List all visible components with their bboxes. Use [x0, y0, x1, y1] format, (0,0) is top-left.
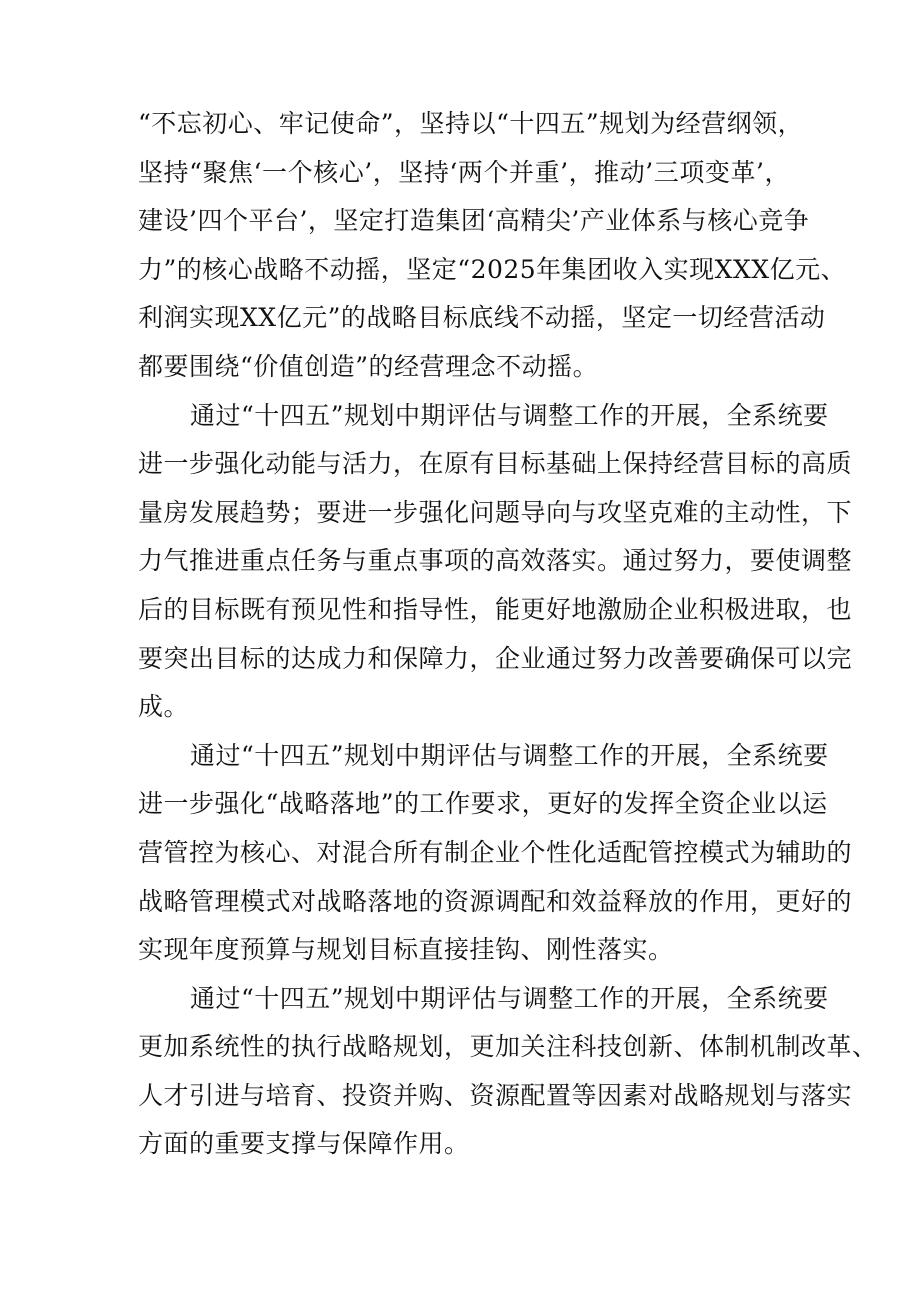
text-line: 营管控为核心、对混合所有制企业个性化适配管控模式为辅助的 — [138, 837, 853, 867]
text-line: 成。 — [138, 692, 190, 722]
text-line: 坚持“聚焦‘一个核心’，坚持‘两个并重’，推动’三项变革’， — [138, 157, 790, 187]
text-line: 后的目标既有预见性和指导性，能更好地激励企业积极进取，也 — [138, 594, 853, 624]
paragraph-3 — [138, 732, 853, 975]
text-line: 进一步强化“战略落地”的工作要求，更好的发挥全资企业以运 — [138, 789, 828, 819]
text-line: 实现年度预算与规划目标直接挂钩、刚性落实。 — [138, 935, 674, 965]
document-body — [138, 100, 878, 1169]
text-line: 更加系统性的执行战略规划，更加关注科技创新、体制机制改革、 — [138, 1032, 878, 1062]
text-line: 进一步强化动能与活力，在原有目标基础上保持经营目标的高质 — [138, 449, 853, 479]
paragraph-2 — [138, 392, 853, 732]
text-line: 量房发展趋势；要进一步强化问题导向与攻坚克难的主动性，下 — [138, 497, 853, 527]
text-line: 方面的重要支撑与保障作用。 — [138, 1129, 470, 1159]
text-line: 力气推进重点任务与重点事项的高效落实。通过努力，要使调整 — [138, 546, 853, 576]
paragraph-1 — [138, 100, 847, 392]
text-line: 利润实现XX亿元”的战略目标底线不动摇，坚定一切经营活动 — [138, 303, 826, 333]
text-line: “不忘初心、牢记使命”，坚持以“十四五”规划为经营纲领， — [138, 109, 804, 138]
text-line: 建设’四个平台’，坚定打造集团‘高精尖’产业体系与核心竞争 — [138, 206, 810, 236]
text-line: 人才引进与培育、投资并购、资源配置等因素对战略规划与落实 — [138, 1080, 853, 1110]
text-line: 力”的核心战略不动摇，坚定“2025年集团收入实现XXX亿元、 — [138, 254, 847, 284]
text-line: 战略管理模式对战略落地的资源调配和效益释放的作用，更好的 — [138, 886, 853, 916]
text-line: 要突出目标的达成力和保障力，企业通过努力改善要确保可以完 — [138, 643, 853, 673]
text-line: 通过“十四五”规划中期评估与调整工作的开展，全系统要 — [190, 983, 829, 1013]
text-line: 通过“十四五”规划中期评估与调整工作的开展，全系统要 — [190, 400, 829, 430]
text-line: 通过“十四五”规划中期评估与调整工作的开展，全系统要 — [190, 740, 829, 770]
text-line: 都要围绕“价值创造”的经营理念不动摇。 — [138, 351, 599, 381]
paragraph-4 — [138, 975, 878, 1169]
